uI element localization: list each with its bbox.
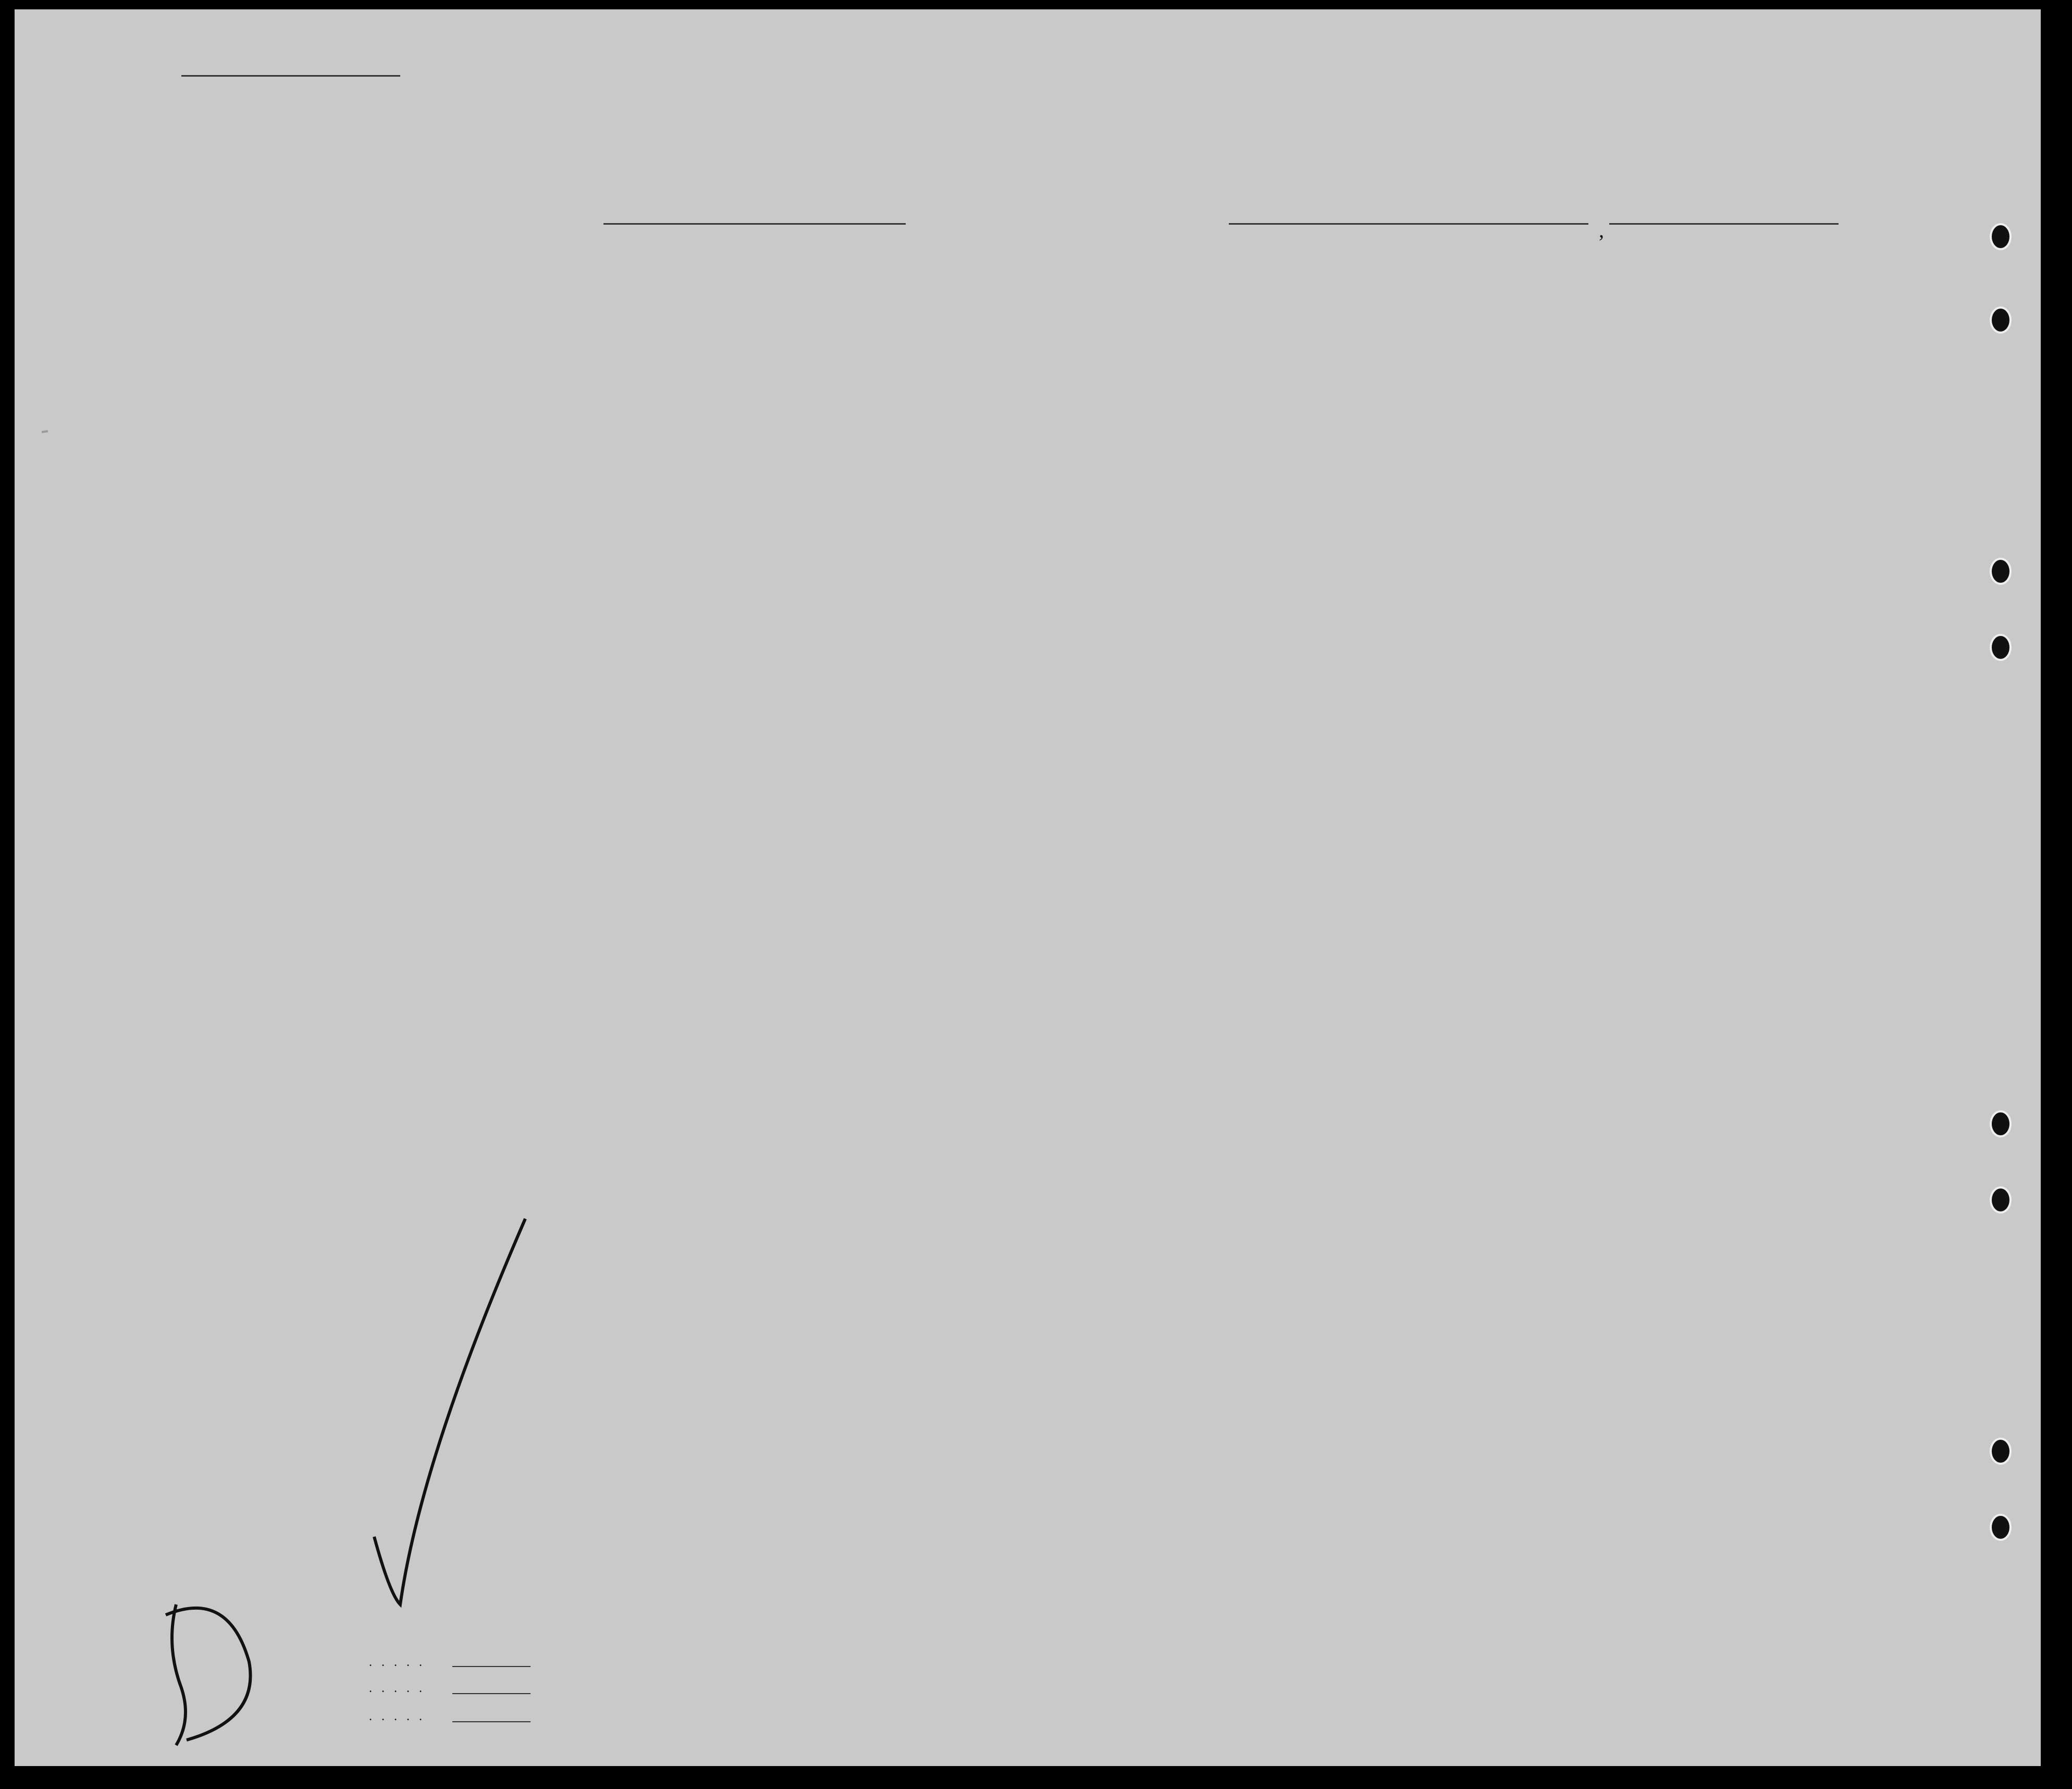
comma: , (1599, 218, 1604, 242)
underline (452, 1693, 531, 1694)
dots: . . . . . (369, 1656, 425, 1669)
binder-hole (1990, 634, 2012, 661)
dots: . . . . . (369, 1682, 425, 1695)
binder-hole (1990, 1186, 2012, 1214)
binder-hole (1990, 1110, 2012, 1137)
check-mark-drawing (359, 1198, 536, 1615)
binder-hole (1990, 1438, 2012, 1465)
signature-scribble (145, 1584, 280, 1761)
binder-hole (1990, 223, 2012, 250)
manifest-grid (15, 9, 2041, 1766)
underline (452, 1666, 531, 1667)
binder-hole (1990, 1514, 2012, 1541)
manifest-sheet (15, 9, 2041, 1766)
binder-hole (1990, 307, 2012, 334)
dots: . . . . . (369, 1710, 425, 1723)
underline (452, 1721, 531, 1722)
binder-hole (1990, 558, 2012, 585)
